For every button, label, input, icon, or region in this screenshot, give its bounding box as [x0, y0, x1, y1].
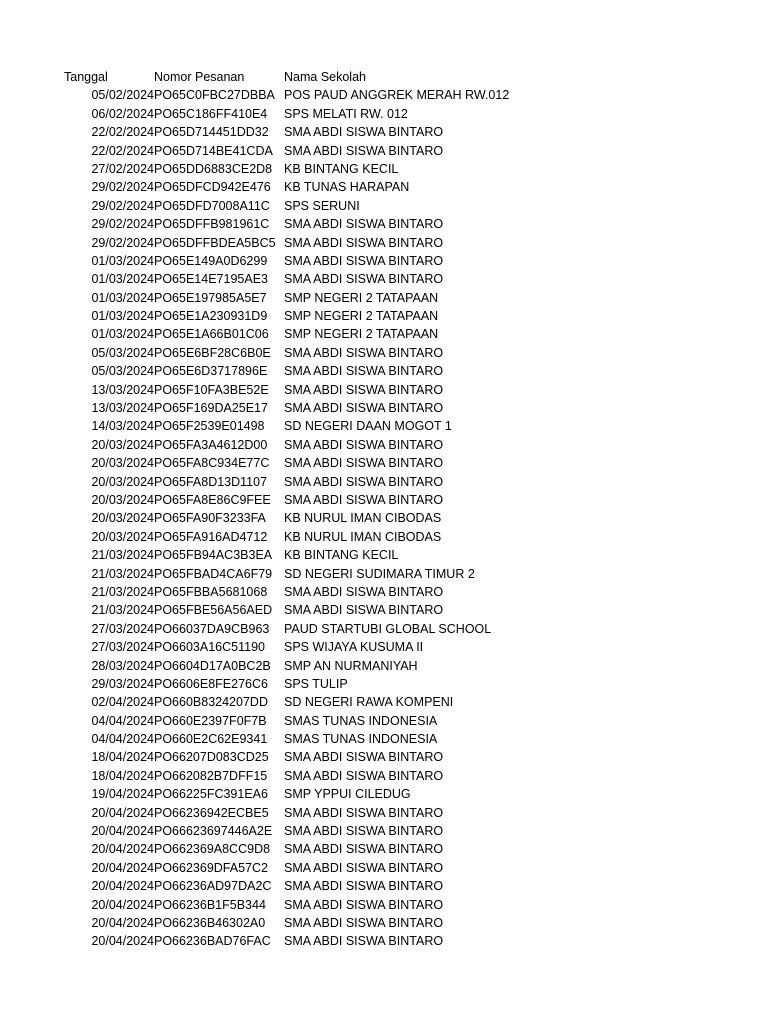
table-row	[64, 123, 524, 141]
table-row	[64, 730, 524, 748]
table-row	[64, 565, 524, 583]
cell-nomor-pesanan: PO66236942ECBE5	[154, 805, 269, 820]
cell-nama-sekolah: SMAS TUNAS INDONESIA	[284, 732, 438, 747]
cell-tanggal: 27/02/2024	[91, 161, 154, 176]
cell-nama-sekolah: SPS MELATI RW. 012	[284, 106, 408, 121]
cell-tanggal: 01/03/2024	[91, 290, 154, 305]
cell-tanggal: 20/04/2024	[91, 897, 154, 912]
table-header	[64, 68, 524, 86]
table-row	[64, 270, 524, 288]
cell-tanggal: 06/02/2024	[91, 106, 154, 121]
cell-nama-sekolah: SD NEGERI DAAN MOGOT 1	[284, 419, 452, 434]
cell-tanggal: 29/02/2024	[91, 198, 154, 213]
cell-nama-sekolah: SMA ABDI SISWA BINTARO	[284, 364, 444, 379]
cell-nama-sekolah: KB TUNAS HARAPAN	[284, 180, 410, 195]
cell-nama-sekolah: PAUD STARTUBI GLOBAL SCHOOL	[284, 621, 492, 636]
cell-nomor-pesanan: PO65DFFB981961C	[154, 217, 270, 232]
cell-nama-sekolah: SPS SERUNI	[284, 198, 360, 213]
cell-nama-sekolah: SMA ABDI SISWA BINTARO	[284, 860, 444, 875]
cell-nomor-pesanan: PO65FBE56A56AED	[154, 603, 273, 618]
cell-tanggal: 13/03/2024	[91, 382, 154, 397]
table-row	[64, 86, 524, 104]
cell-tanggal: 04/04/2024	[91, 713, 154, 728]
cell-nama-sekolah: SMA ABDI SISWA BINTARO	[284, 125, 444, 140]
table-row	[64, 234, 524, 252]
table-row	[64, 840, 524, 858]
cell-nomor-pesanan: PO65FA3A4612D00	[154, 437, 268, 452]
cell-tanggal: 01/03/2024	[91, 327, 154, 342]
cell-nama-sekolah: SMA ABDI SISWA BINTARO	[284, 217, 444, 232]
cell-nama-sekolah: SMA ABDI SISWA BINTARO	[284, 584, 444, 599]
cell-nama-sekolah: POS PAUD ANGGREK MERAH RW.012	[284, 88, 510, 103]
table-row	[64, 289, 524, 307]
cell-tanggal: 29/03/2024	[91, 676, 154, 691]
table-row	[64, 252, 524, 270]
header-tanggal: Tanggal	[64, 70, 108, 84]
cell-tanggal: 20/04/2024	[91, 824, 154, 839]
cell-nomor-pesanan: PO662082B7DFF15	[154, 768, 268, 783]
cell-nama-sekolah: SMA ABDI SISWA BINTARO	[284, 456, 444, 471]
cell-tanggal: 13/03/2024	[91, 401, 154, 416]
table-row	[64, 657, 524, 675]
table-row	[64, 381, 524, 399]
table-row	[64, 509, 524, 527]
cell-tanggal: 20/04/2024	[91, 860, 154, 875]
cell-nomor-pesanan: PO662369DFA57C2	[154, 860, 268, 875]
cell-nama-sekolah: SMA ABDI SISWA BINTARO	[284, 768, 444, 783]
table-row	[64, 601, 524, 619]
cell-nomor-pesanan: PO66236BAD76FAC	[154, 934, 271, 949]
cell-nama-sekolah: SMA ABDI SISWA BINTARO	[284, 401, 444, 416]
cell-nama-sekolah: KB NURUL IMAN CIBODAS	[284, 529, 442, 544]
table-row	[64, 712, 524, 730]
cell-tanggal: 20/04/2024	[91, 934, 154, 949]
cell-tanggal: 20/04/2024	[91, 915, 154, 930]
cell-nama-sekolah: SMA ABDI SISWA BINTARO	[284, 805, 444, 820]
cell-nama-sekolah: SMA ABDI SISWA BINTARO	[284, 492, 444, 507]
table-row	[64, 178, 524, 196]
cell-tanggal: 27/03/2024	[91, 621, 154, 636]
cell-nama-sekolah: SMA ABDI SISWA BINTARO	[284, 750, 444, 765]
table-row	[64, 638, 524, 656]
cell-nama-sekolah: SMA ABDI SISWA BINTARO	[284, 824, 444, 839]
table-row	[64, 160, 524, 178]
cell-tanggal: 19/04/2024	[91, 787, 154, 802]
table-row	[64, 344, 524, 362]
cell-nomor-pesanan: PO66207D083CD25	[154, 750, 269, 765]
cell-nomor-pesanan: PO65FB94AC3B3EA	[154, 548, 273, 563]
cell-nama-sekolah: SMA ABDI SISWA BINTARO	[284, 915, 444, 930]
cell-tanggal: 01/03/2024	[91, 309, 154, 324]
table-row	[64, 142, 524, 160]
cell-nomor-pesanan: PO65FA8D13D1107	[154, 474, 268, 489]
cell-nomor-pesanan: PO65D714451DD32	[154, 125, 269, 140]
cell-tanggal: 20/04/2024	[91, 879, 154, 894]
cell-tanggal: 20/04/2024	[91, 842, 154, 857]
cell-nama-sekolah: SMP NEGERI 2 TATAPAAN	[284, 290, 439, 305]
cell-tanggal: 01/03/2024	[91, 253, 154, 268]
table-row	[64, 546, 524, 564]
cell-nama-sekolah: SMA ABDI SISWA BINTARO	[284, 934, 444, 949]
cell-nomor-pesanan: PO65D714BE41CDA	[154, 143, 273, 158]
cell-tanggal: 20/03/2024	[91, 437, 154, 452]
cell-nomor-pesanan: PO66225FC391EA6	[154, 787, 268, 802]
cell-nama-sekolah: SMA ABDI SISWA BINTARO	[284, 382, 444, 397]
table-row	[64, 804, 524, 822]
cell-nama-sekolah: SMA ABDI SISWA BINTARO	[284, 897, 444, 912]
cell-tanggal: 05/02/2024	[91, 88, 154, 103]
cell-nama-sekolah: SMA ABDI SISWA BINTARO	[284, 474, 444, 489]
cell-nomor-pesanan: PO65FA90F3233FA	[154, 511, 266, 526]
cell-tanggal: 21/03/2024	[91, 566, 154, 581]
table-row	[64, 914, 524, 932]
table-row	[64, 693, 524, 711]
table-row	[64, 896, 524, 914]
cell-nama-sekolah: SMAS TUNAS INDONESIA	[284, 713, 438, 728]
table-row	[64, 583, 524, 601]
cell-nama-sekolah: SMA ABDI SISWA BINTARO	[284, 235, 444, 250]
cell-nama-sekolah: SMA ABDI SISWA BINTARO	[284, 437, 444, 452]
cell-tanggal: 22/02/2024	[91, 143, 154, 158]
cell-nomor-pesanan: PO65E149A0D6299	[154, 253, 268, 268]
table-row	[64, 491, 524, 509]
cell-nama-sekolah: SD NEGERI SUDIMARA TIMUR 2	[284, 566, 475, 581]
cell-nomor-pesanan: PO660B8324207DD	[154, 695, 268, 710]
cell-tanggal: 20/03/2024	[91, 492, 154, 507]
cell-nomor-pesanan: PO65E1A66B01C06	[154, 327, 269, 342]
cell-tanggal: 20/03/2024	[91, 456, 154, 471]
header-nama-sekolah: Nama Sekolah	[284, 70, 366, 84]
cell-nomor-pesanan: PO65C186FF410E4	[154, 106, 268, 121]
cell-tanggal: 21/03/2024	[91, 548, 154, 563]
table-body	[64, 86, 524, 950]
table-row	[64, 436, 524, 454]
table-row	[64, 105, 524, 123]
table-row	[64, 877, 524, 895]
cell-tanggal: 05/03/2024	[91, 364, 154, 379]
cell-tanggal: 20/03/2024	[91, 529, 154, 544]
table-row	[64, 417, 524, 435]
cell-tanggal: 29/02/2024	[91, 235, 154, 250]
cell-nomor-pesanan: PO66623697446A2E	[154, 824, 273, 839]
table-row	[64, 932, 524, 950]
cell-nomor-pesanan: PO65F169DA25E17	[154, 401, 268, 416]
cell-nama-sekolah: SMA ABDI SISWA BINTARO	[284, 143, 444, 158]
cell-nomor-pesanan: PO66236B1F5B344	[154, 897, 266, 912]
cell-tanggal: 21/03/2024	[91, 603, 154, 618]
cell-nomor-pesanan: PO65E1A230931D9	[154, 309, 268, 324]
table-row	[64, 454, 524, 472]
cell-tanggal: 29/02/2024	[91, 180, 154, 195]
cell-nomor-pesanan: PO66037DA9CB963	[154, 621, 270, 636]
table-row	[64, 325, 524, 343]
cell-nomor-pesanan: PO65DD6883CE2D8	[154, 161, 273, 176]
cell-nomor-pesanan: PO660E2397F0F7B	[154, 713, 267, 728]
cell-nomor-pesanan: PO6604D17A0BC2B	[154, 658, 271, 673]
table-row	[64, 197, 524, 215]
cell-nama-sekolah: SMA ABDI SISWA BINTARO	[284, 879, 444, 894]
cell-tanggal: 05/03/2024	[91, 345, 154, 360]
cell-tanggal: 18/04/2024	[91, 750, 154, 765]
cell-nama-sekolah: SMP YPPUI CILEDUG	[284, 787, 411, 802]
cell-nomor-pesanan: PO65E6BF28C6B0E	[154, 345, 271, 360]
cell-nomor-pesanan: PO65FA8C934E77C	[154, 456, 270, 471]
cell-nama-sekolah: SPS TULIP	[284, 676, 348, 691]
cell-nama-sekolah: KB NURUL IMAN CIBODAS	[284, 511, 442, 526]
table-row	[64, 675, 524, 693]
cell-tanggal: 29/02/2024	[91, 217, 154, 232]
table-row	[64, 785, 524, 803]
cell-nama-sekolah: SMA ABDI SISWA BINTARO	[284, 842, 444, 857]
cell-nomor-pesanan: PO65F2539E01498	[154, 419, 265, 434]
cell-nomor-pesanan: PO65FBAD4CA6F79	[154, 566, 273, 581]
cell-tanggal: 20/04/2024	[91, 805, 154, 820]
table-row	[64, 767, 524, 785]
cell-tanggal: 02/04/2024	[91, 695, 154, 710]
cell-tanggal: 01/03/2024	[91, 272, 154, 287]
cell-tanggal: 18/04/2024	[91, 768, 154, 783]
table-row	[64, 399, 524, 417]
cell-tanggal: 14/03/2024	[91, 419, 154, 434]
cell-nomor-pesanan: PO6606E8FE276C6	[154, 676, 268, 691]
cell-nama-sekolah: SMP AN NURMANIYAH	[284, 658, 418, 673]
cell-nama-sekolah: SMP NEGERI 2 TATAPAAN	[284, 309, 439, 324]
cell-nomor-pesanan: PO65FA8E86C9FEE	[154, 492, 271, 507]
order-table	[64, 68, 524, 951]
cell-tanggal: 22/02/2024	[91, 125, 154, 140]
cell-nomor-pesanan: PO65E14E7195AE3	[154, 272, 268, 287]
table-row	[64, 473, 524, 491]
cell-nomor-pesanan: PO65DFFBDEA5BC5	[154, 235, 276, 250]
cell-nomor-pesanan: PO65DFD7008A11C	[154, 198, 270, 213]
cell-nomor-pesanan: PO662369A8CC9D8	[154, 842, 271, 857]
table-row	[64, 307, 524, 325]
cell-nama-sekolah: SMA ABDI SISWA BINTARO	[284, 603, 444, 618]
table-row	[64, 822, 524, 840]
table-row	[64, 215, 524, 233]
cell-nomor-pesanan: PO65FA916AD4712	[154, 529, 268, 544]
cell-nomor-pesanan: PO660E2C62E9341	[154, 732, 268, 747]
cell-tanggal: 04/04/2024	[91, 732, 154, 747]
cell-nama-sekolah: SMA ABDI SISWA BINTARO	[284, 345, 444, 360]
cell-tanggal: 20/03/2024	[91, 474, 154, 489]
cell-nomor-pesanan: PO65C0FBC27DBBA	[154, 88, 275, 103]
table-row	[64, 528, 524, 546]
cell-nomor-pesanan: PO66236AD97DA2C	[154, 879, 272, 894]
cell-tanggal: 27/03/2024	[91, 640, 154, 655]
cell-nama-sekolah: SMA ABDI SISWA BINTARO	[284, 253, 444, 268]
cell-nomor-pesanan: PO65E197985A5E7	[154, 290, 267, 305]
cell-nomor-pesanan: PO66236B46302A0	[154, 915, 266, 930]
cell-nomor-pesanan: PO65F10FA3BE52E	[154, 382, 269, 397]
cell-nomor-pesanan: PO65DFCD942E476	[154, 180, 271, 195]
cell-nama-sekolah: SD NEGERI RAWA KOMPENI	[284, 695, 454, 710]
cell-nomor-pesanan: PO65E6D3717896E	[154, 364, 268, 379]
cell-tanggal: 21/03/2024	[91, 584, 154, 599]
cell-nama-sekolah: KB BINTANG KECIL	[284, 161, 399, 176]
header-nomor-pesanan: Nomor Pesanan	[154, 70, 245, 84]
cell-nama-sekolah: KB BINTANG KECIL	[284, 548, 399, 563]
cell-nomor-pesanan: PO65FBBA5681068	[154, 584, 268, 599]
cell-nama-sekolah: SPS WIJAYA KUSUMA II	[284, 640, 424, 655]
cell-nama-sekolah: SMA ABDI SISWA BINTARO	[284, 272, 444, 287]
cell-nomor-pesanan: PO6603A16C51190	[154, 640, 265, 655]
cell-tanggal: 28/03/2024	[91, 658, 154, 673]
table-row	[64, 748, 524, 766]
cell-nama-sekolah: SMP NEGERI 2 TATAPAAN	[284, 327, 439, 342]
table-row	[64, 362, 524, 380]
table-row	[64, 620, 524, 638]
table-row	[64, 859, 524, 877]
cell-tanggal: 20/03/2024	[91, 511, 154, 526]
